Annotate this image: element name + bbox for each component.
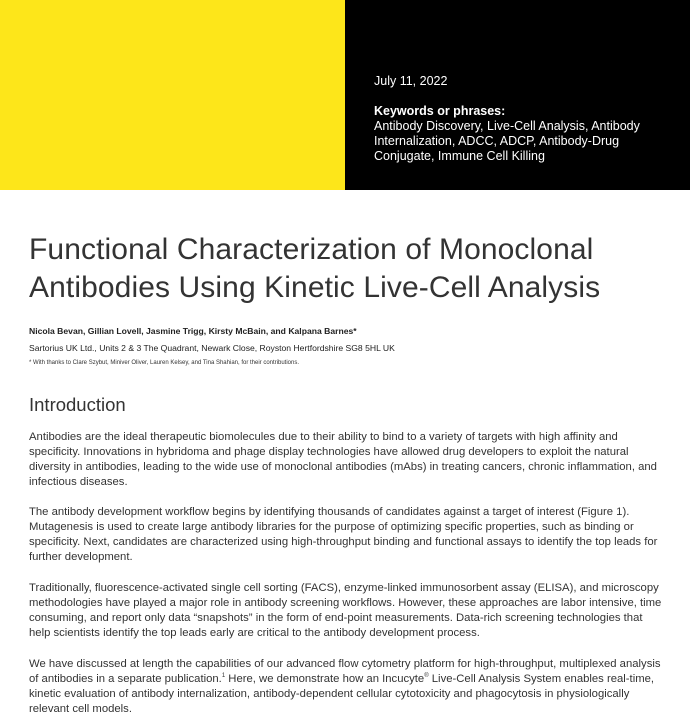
paragraph-1: Antibodies are the ideal therapeutic biomolecules due to their ability to bind to a variety of targets with high affinity and specificity. Innovations in hybridoma and phage display technologies have allowed drug developers to exploit the natural diversity in antibodies, leading to the wide use of monoclonal antibodies (mAbs) in treating cancers, chronic inflammation, and infectious diseases. [29, 431, 657, 488]
author-list: Nicola Bevan, Gillian Lovell, Jasmine Trigg, Kirsty McBain, and Kalpana Barnes* [29, 326, 357, 336]
paragraph-4-text-b: Here, we demonstrate how an Incucyte [225, 673, 425, 685]
author-affiliation: Sartorius UK Ltd., Units 2 & 3 The Quadrant, Newark Close, Royston Hertfordshire SG8 5HL UK [29, 343, 395, 353]
acknowledgement-note: * With thanks to Clare Szybut, Miniver Oliver, Lauren Kelsey, and Tina Shahian, for their contributions. [29, 360, 300, 366]
header-banner [0, 0, 690, 190]
citation-superscript: 1 [221, 673, 226, 680]
registered-mark: ® [424, 673, 429, 680]
paragraph-4-text-c: Live-Cell Analysis System enables real-time, kinetic evaluation of antibody internalization, antibody-dependent cellular cytotoxicity and phagocytosis in physiologically relevant cell models. [29, 673, 655, 715]
paragraph-4 [29, 657, 665, 717]
paragraph-2: The antibody development workflow begins by identifying thousands of candidates against a target of interest (Figure 1). Mutagenesis is used to create large antibody libraries for the purpose of optimizing specific properties, such as binding or specificity. Next, candidates are characterized using high-throughput binding and functional assays to identify the top leads for further development. [29, 506, 658, 563]
yellow-color-block [0, 0, 345, 190]
section-heading-introduction: Introduction [29, 394, 126, 415]
paragraph-4-text-a: We have discussed at length the capabilities of our advanced flow cytometry platform for high-throughput, multiplexed analysis of antibodies in a separate publication. [29, 658, 661, 685]
keywords-list: Antibody Discovery, Live-Cell Analysis, Antibody Internalization, ADCC, ADCP, Antibody-Drug Conjugate, Immune Cell Killing [374, 119, 640, 164]
publication-date: July 11, 2022 [374, 74, 448, 88]
header-info-panel [345, 0, 690, 190]
paragraph-3: Traditionally, fluorescence-activated single cell sorting (FACS), enzyme-linked immunosorbent assay (ELISA), and microscopy methodologies have played a major role in antibody screening workflows. However, these approaches are labor intensive, time consuming, and report only data “snapshots” in the form of end-point measurements. Data-rich screening technologies that help scientists identify the top leads early are critical to the antibody development process. [29, 582, 662, 639]
keywords-label: Keywords or phrases: [374, 104, 506, 118]
article-title: Functional Characterization of Monoclonal Antibodies Using Kinetic Live-Cell Analysis [29, 233, 601, 304]
